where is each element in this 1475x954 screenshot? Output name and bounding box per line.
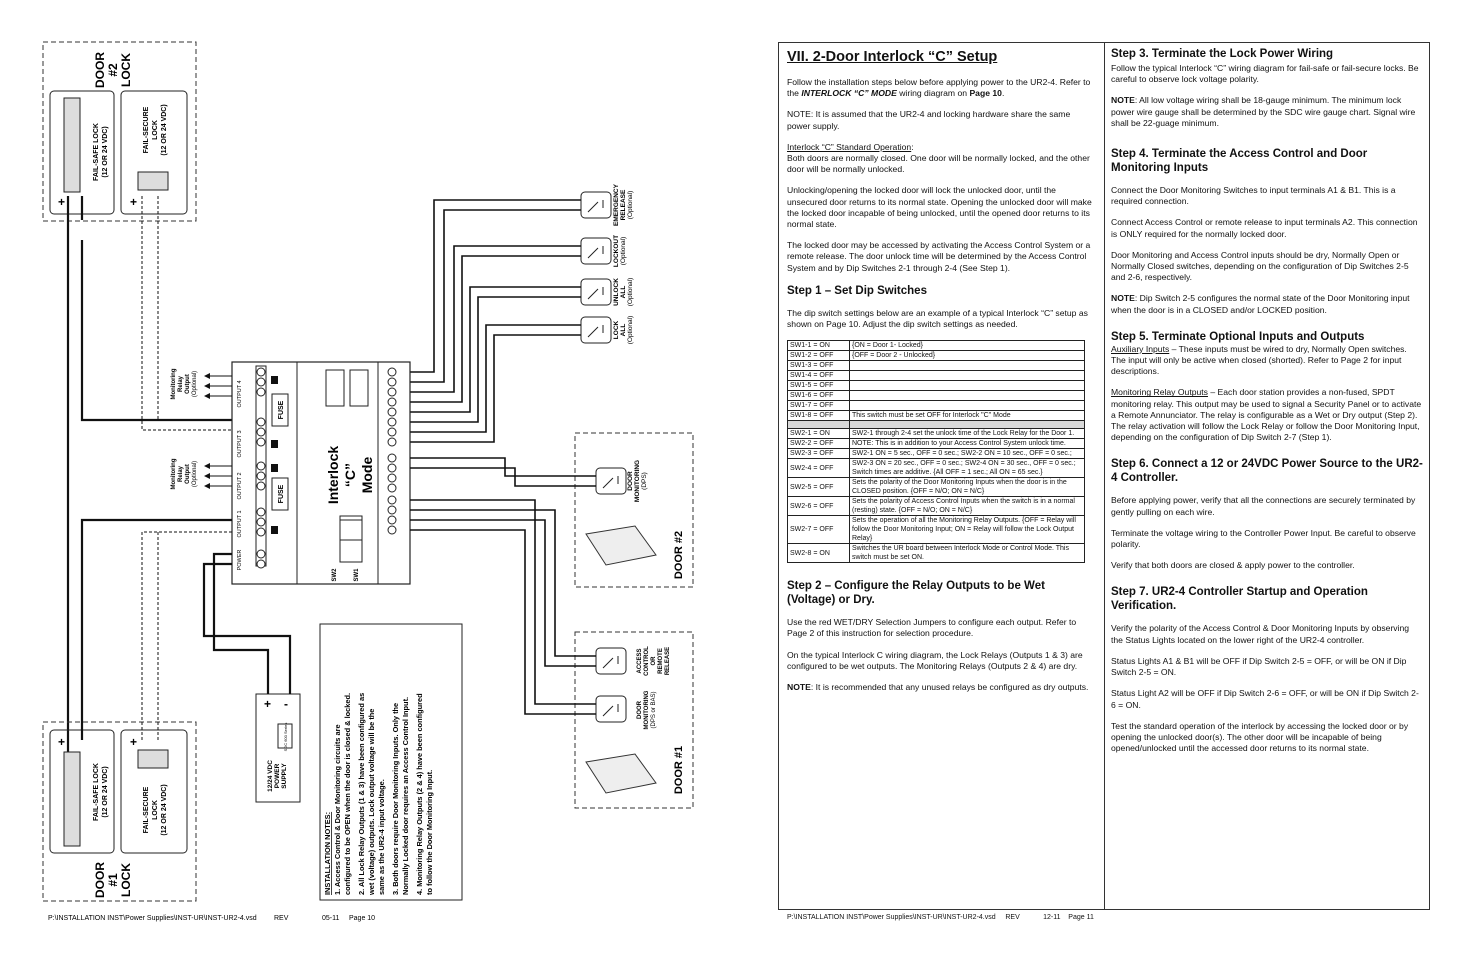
instructions-left-column	[778, 42, 1105, 910]
door2-title-3: LOCK	[119, 53, 133, 87]
dip-row-sw2-2	[788, 439, 1085, 449]
door2-fsec-label1: FAIL-SECURE	[143, 106, 150, 154]
left-footer-rev: REV	[274, 915, 289, 922]
dip-switch-id: SW2-3 = OFF	[788, 449, 850, 459]
door1-fsec-plus: +	[130, 735, 138, 749]
fuse-label-1: FUSE	[278, 400, 285, 420]
output4-label: OUTPUT 4	[237, 380, 243, 408]
svg-text:configured to be OPEN when the: configured to be OPEN when the door is closed & locked.	[343, 692, 352, 895]
svg-text:SUPPLY: SUPPLY	[281, 763, 288, 789]
mode-title	[325, 446, 375, 505]
step2-p1: Use the red WET/DRY Selection Jumpers to configure each output. Refer to Page 2 of this instruction for selection procedure.	[787, 617, 1077, 639]
dip-switch-id: SW1-6 = OFF	[788, 391, 850, 401]
power-label: POWER	[237, 549, 243, 571]
door1-title-2: #1	[106, 873, 120, 887]
dip-switch-desc: Switches the UR board between Interlock Mode or Control Mode. This switch must be set ON.	[850, 544, 1085, 563]
svg-text:OR: OR	[651, 656, 657, 666]
svg-text:(DPS): (DPS)	[641, 472, 648, 490]
output-terminal-circles	[257, 368, 265, 568]
dip-switch-id: SW1-2 = OFF	[788, 351, 850, 361]
door1-dps-switch	[596, 696, 626, 722]
door2-wires	[68, 196, 232, 812]
dip-switch-id: SW2-1 = ON	[788, 429, 850, 439]
ps-label	[267, 760, 288, 792]
step2-p2: On the typical Interlock C wiring diagram, the Lock Relays (Outputs 1 & 3) are configured to be wet outputs. The Monitoring Relays (Outputs 2 & 4) are dry.	[787, 649, 1083, 671]
unlock-all-label	[613, 278, 634, 307]
dip-switch-desc: SW2-1 ON = 5 sec., OFF = 0 sec.; SW2-2 ON = 10 sec., OFF = 0 sec.;	[850, 449, 1085, 459]
door2-dps-wires	[410, 458, 596, 486]
dip-row-sw1-6	[788, 391, 1085, 401]
svg-text:RELEASE: RELEASE	[665, 646, 671, 676]
svg-text:(Optional): (Optional)	[627, 277, 634, 307]
instructions-right-column	[1105, 42, 1430, 910]
access-control-label	[637, 646, 671, 676]
step7-p3: Status Light A2 will be OFF if Dip Switch 2-6 = OFF, or will be ON if Dip Switch 2-6 = ON.	[1111, 688, 1419, 710]
door1-fsec-label2: LOCK	[152, 800, 159, 820]
step7-p1: Verify the polarity of the Access Control & Door Monitoring Inputs by observing the Status Lights located on the lower right of the UR2-4 controller.	[1111, 623, 1410, 645]
right-footer-path: P:\INSTALLATION INST\Power Supplies\INST-UR\INST-UR2-4.vsd	[787, 914, 996, 921]
door2-title	[93, 52, 107, 88]
dip-switch-desc	[850, 361, 1085, 371]
svg-text:Monitoring: Monitoring	[171, 458, 177, 490]
svg-text:ALL: ALL	[620, 323, 627, 337]
step7-p2: Status Lights A1 & B1 will be OFF if Dip Switch 2-5 = OFF, or will be ON if Dip Switch 2-5 = ON.	[1111, 655, 1407, 678]
svg-text:4. Monitoring Relay Outputs (2: 4. Monitoring Relay Outputs (2 & 4) have been configured	[415, 693, 424, 895]
dip-row-sw2-6	[788, 497, 1085, 516]
door1-input-wires	[410, 500, 596, 714]
step2-heading: Step 2 – Configure the Relay Outputs to be Wet (Voltage) or Dry.	[787, 580, 1045, 607]
svg-text:Relay: Relay	[178, 375, 184, 393]
door2-failsafe-label: FAIL-SAFE LOCK	[93, 123, 100, 181]
svg-text:3. Both doors require Door Mon: 3. Both doors require Door Monitoring Inputs. Only the	[391, 702, 400, 895]
svg-text:DOOR: DOOR	[93, 52, 107, 88]
intro-paragraph: Follow the installation steps below before applying power to the UR2-4. Refer to the INTERLOCK “C” MODE wiring diagram on Page 10.	[787, 77, 1091, 99]
dip-switch-id: SW1-3 = OFF	[788, 361, 850, 371]
step4-p3: Door Monitoring and Access Control inputs should be dry, Normally Open or Normally Closed switches, depending on the configuration of Dip Switches 2-5 and 2-6, respectively.	[1111, 249, 1409, 283]
access-paragraph: The locked door may be accessed by activating the Access Control System or a remote release. The door unlock time will be determined by the Access Control System and by Dip Switches 2-1 through 2-4 (See Step 1).	[787, 240, 1091, 273]
svg-text:wet (voltage) outputs. Lock ou: wet (voltage) outputs. Lock output voltage will be the	[367, 708, 376, 895]
dip-row-sw2-4	[788, 459, 1085, 478]
step1-heading: Step 1 – Set Dip Switches	[787, 284, 927, 297]
dip-table-separator	[788, 421, 1085, 429]
step6-p1: Before applying power, verify that all the connections are securely terminated by gently pulling on each wire.	[1111, 495, 1416, 517]
dip-switch-desc: Sets the operation of all the Monitoring Relay Outputs. {OFF = Relay will follow the Door Monitoring Input; ON = Relay will follow the Lock Output Relay}	[850, 516, 1085, 544]
door2-fs-plus: +	[58, 195, 66, 209]
door2-fsec-plus: +	[130, 195, 138, 209]
emergency-label	[613, 183, 634, 226]
svg-text:REMOTE: REMOTE	[658, 648, 664, 674]
installation-notes	[323, 693, 434, 896]
door1-strike-icon	[138, 750, 168, 768]
step5-aux: Auxiliary Inputs – These inputs must be wired to dry, Normally Open switches. The input will only be active when closed (shorted). Refer to Page 2 for input descriptions.	[1111, 343, 1407, 377]
dip-row-sw2-7	[788, 516, 1085, 544]
door2-title-2: #2	[106, 63, 120, 77]
svg-text:Mode: Mode	[359, 456, 375, 494]
power-wires	[204, 554, 290, 694]
door1-area-label: DOOR #1	[673, 745, 685, 795]
dip-switch-id: SW1-4 = OFF	[788, 371, 850, 381]
left-footer-date: 05-11	[322, 915, 340, 922]
access-control-switch	[596, 648, 626, 674]
standard-operation: Interlock “C” Standard Operation: Both doors are normally closed. One door will be normally locked, and the other door will be normally unlocked.	[787, 141, 1090, 175]
dip-switch-id: SW1-1 = ON	[788, 341, 850, 351]
step4-heading: Step 4. Terminate the Access Control and Door Monitoring Inputs	[1111, 148, 1368, 175]
door2-dashed-wires	[142, 196, 232, 430]
output1-label: OUTPUT 1	[237, 510, 243, 538]
monitoring-relay-label-2	[171, 458, 198, 489]
step6-p3: Verify that both doors are closed & apply power to the controller.	[1111, 560, 1355, 571]
door1-title-3: LOCK	[119, 863, 133, 897]
dip-switch-table	[787, 340, 1085, 563]
dip-switch-desc: Sets the polarity of the Door Monitoring Inputs when the door is in the CLOSED position. {OFF = N/O; ON = N/C}	[850, 478, 1085, 497]
svg-text:UNLOCK: UNLOCK	[613, 278, 620, 306]
svg-text:Output: Output	[185, 464, 191, 484]
section-title: VII. 2-Door Interlock “C” Setup	[787, 49, 998, 65]
dip-switch-id: SW1-5 = OFF	[788, 381, 850, 391]
step3-p1: Follow the typical Interlock “C” wiring diagram for fail-safe or fail-secure locks. Be careful to observe lock voltage polarity.	[1111, 63, 1419, 85]
step2-note: NOTE: It is recommended that any unused relays be configured as dry outputs.	[787, 682, 1089, 693]
door1-wires	[82, 520, 232, 740]
dip-switch-desc: Sets the polarity of Access Control Inputs when the switch is in a normal (resting) state. {OFF = N/O; ON = N/C}	[850, 497, 1085, 516]
dip-row-sw2-8	[788, 544, 1085, 563]
dip-row-sw2-1	[788, 429, 1085, 439]
svg-text:Relay: Relay	[178, 465, 184, 483]
step6-heading: Step 6. Connect a 12 or 24VDC Power Source to the UR2-4 Controller.	[1111, 458, 1423, 485]
door2-maglock-icon	[64, 98, 80, 192]
svg-text:same as the UR2-4 input voltag: same as the UR2-4 input voltage.	[377, 779, 386, 895]
dip-switch-id: SW2-7 = OFF	[788, 516, 850, 544]
step1-text: The dip switch settings below are an example of a typical Interlock “C” setup as shown on Page 10. Adjust the dip switch settings as needed.	[787, 307, 1088, 330]
lockout-label	[613, 235, 627, 267]
dip-switch-desc: SW2-3 ON = 20 sec., OFF = 0 sec.; SW2-4 ON = 30 sec., OFF = 0 sec.; Switch times are additive. {All OFF = 1 sec.; All ON = 65 sec.}	[850, 459, 1085, 478]
step5-heading: Step 5. Terminate Optional Inputs and Outputs	[1111, 330, 1365, 343]
wiring-diagram	[0, 0, 737, 954]
svg-text:to follow the Door Monitoring: to follow the Door Monitoring Input.	[425, 769, 434, 895]
input-terminal-circles	[388, 368, 396, 534]
left-footer-page: Page 10	[349, 915, 376, 922]
door1-keypad-icon	[586, 754, 656, 793]
step4-p2: Connect Access Control or remote release to input terminals A2. This connection is ONLY required for the normally locked door.	[1111, 217, 1418, 239]
dip-row-sw1-2	[788, 351, 1085, 361]
aux-input-wires	[410, 200, 581, 442]
note-shared-supply: NOTE: It is assumed that the UR2-4 and locking hardware share the same power supply.	[787, 109, 1071, 131]
svg-text:DOOR: DOOR	[627, 471, 634, 491]
svg-text:2. All Lock Relay Outputs (1 &: 2. All Lock Relay Outputs (1 & 3) have been configured as	[357, 692, 366, 895]
svg-text:POWER: POWER	[274, 763, 281, 789]
door2-dps-switch	[596, 468, 626, 494]
right-footer-page: Page 11	[1068, 914, 1094, 921]
svg-text:RELEASE: RELEASE	[620, 189, 627, 221]
door2-failsafe-volt: (12 OR 24 VDC)	[102, 126, 109, 178]
left-footer-path: P:\INSTALLATION INST\Power Supplies\INST-UR\INST-UR2-4.vsd	[48, 915, 257, 922]
lock-all-label	[613, 316, 634, 345]
dip-row-sw1-4	[788, 371, 1085, 381]
svg-text:1. Access Control & Door Monit: 1. Access Control & Door Monitoring circuits are	[333, 724, 342, 895]
svg-text:(Optional): (Optional)	[627, 315, 634, 345]
dip-switch-desc: This switch must be set OFF for Interlock "C" Mode	[850, 411, 1085, 421]
step3-note: NOTE: All low voltage wiring shall be 18-gauge minimum. The minimum lock power wire gauge shall be determined by the SDC wire gauge chart. Signal wire shall be 22-guage minimum.	[1111, 95, 1416, 128]
door1-fs-plus: +	[58, 735, 66, 749]
svg-text:(Optional): (Optional)	[192, 370, 198, 398]
svg-text:Output: Output	[185, 374, 191, 394]
door2-keypad-icon	[586, 526, 656, 565]
ps-minus: -	[284, 697, 288, 711]
right-footer-rev: REV	[1005, 914, 1020, 921]
output2-label: OUTPUT 2	[237, 472, 243, 500]
svg-text:DOOR: DOOR	[637, 701, 643, 719]
door1-fsec-label3: (12 OR 24 VDC)	[161, 784, 168, 836]
dip-row-sw1-1	[788, 341, 1085, 351]
step5-monitoring: Monitoring Relay Outputs – Each door station provides a non-fused, SPDT monitoring relay. This output may be used to signal a Security Panel or to activate a Remote Annunciator. The relay is configurable as a Wet or Dry output (Step 2). The relay activation will follow the Lock Relay or follow the Door Monitoring Input, depending on the configuration of Dip Switch 2-7 (Step 1).	[1111, 387, 1422, 443]
svg-text:Interlock: Interlock	[325, 445, 341, 505]
svg-text:Normally Locked door requires: Normally Locked door requires an Access Control Input.	[401, 696, 410, 895]
svg-text:ACCESS: ACCESS	[637, 648, 643, 674]
wiring-diagram-page	[0, 0, 737, 954]
dip-switch-desc	[850, 391, 1085, 401]
fuse-label-2: FUSE	[278, 484, 285, 504]
svg-text:EMERGENCY: EMERGENCY	[613, 184, 620, 226]
step7-p4: Test the standard operation of the interlock by accessing the locked door or by opening the unlocked door(s). The other door will be incapable of being opened/unlocked until the accessed door returns to its normal state.	[1111, 720, 1409, 754]
step4-note: NOTE: Dip Switch 2-5 configures the normal state of the Door Monitoring input when the door is in a CLOSED and/or LOCKED position.	[1111, 293, 1410, 315]
door1-dps-label	[637, 690, 657, 729]
dip-row-sw2-3	[788, 449, 1085, 459]
input-switches	[581, 192, 611, 343]
right-footer-date: 12-11	[1043, 914, 1061, 921]
dip-switch-desc	[850, 371, 1085, 381]
door1-fsec-label1: FAIL-SECURE	[143, 786, 150, 834]
dip-row-sw2-5	[788, 478, 1085, 497]
svg-text:INSTALLATION NOTES:: INSTALLATION NOTES:	[323, 811, 332, 895]
ps-plus: +	[264, 697, 272, 711]
dip-row-sw1-5	[788, 381, 1085, 391]
monitoring-relay-wires	[208, 376, 232, 486]
svg-text:(Optional): (Optional)	[620, 236, 627, 266]
dip-row-sw1-7	[788, 401, 1085, 411]
door1-failsafe-label: FAIL-SAFE LOCK	[93, 763, 100, 821]
svg-text:(Optional): (Optional)	[192, 460, 198, 488]
step4-p1: Connect the Door Monitoring Switches to input terminals A1 & B1. This is a required connection.	[1111, 185, 1396, 207]
svg-text:12/24 VDC: 12/24 VDC	[267, 760, 274, 792]
sw1-label: SW1	[354, 568, 360, 582]
ps-model: SDC 600 Series	[283, 722, 288, 752]
door1-maglock-icon	[64, 752, 80, 846]
dip-switch-id: SW2-5 = OFF	[788, 478, 850, 497]
svg-text:MONITORING: MONITORING	[644, 690, 650, 730]
svg-text:MONITORING: MONITORING	[634, 459, 641, 503]
dip-switch-desc	[850, 401, 1085, 411]
door2-dps-label	[627, 460, 648, 502]
dip-switch-id: SW2-6 = OFF	[788, 497, 850, 516]
dip-switch-desc: SW2-1 through 2-4 set the unlock time of the Lock Relay for the Door 1.	[850, 429, 1085, 439]
svg-text:ALL: ALL	[620, 285, 627, 299]
step3-heading: Step 3. Terminate the Lock Power Wiring	[1111, 48, 1334, 60]
door2-area-label: DOOR #2	[673, 530, 685, 580]
svg-text:“C”: “C”	[342, 462, 358, 488]
svg-text:LOCKOUT: LOCKOUT	[613, 234, 620, 268]
svg-text:(Optional): (Optional)	[627, 190, 634, 220]
dip-row-sw1-8	[788, 411, 1085, 421]
dip-switch-id: SW2-4 = OFF	[788, 459, 850, 478]
dip-switch-id: SW1-8 = OFF	[788, 411, 850, 421]
door1-title-1: DOOR	[93, 862, 107, 898]
dip-switch-id: SW2-2 = OFF	[788, 439, 850, 449]
monitoring-relay-label-1	[171, 368, 198, 399]
svg-text:CONTROL: CONTROL	[644, 646, 650, 676]
right-footer	[787, 914, 1094, 921]
svg-text:(DPS or BAS): (DPS or BAS)	[651, 691, 657, 729]
dip-switch-id: SW1-7 = OFF	[788, 401, 850, 411]
door2-fsec-label3: (12 OR 24 VDC)	[161, 104, 168, 156]
door2-fsec-label2: LOCK	[152, 120, 159, 140]
dip-switch-desc: {ON = Door 1- Locked}	[850, 341, 1085, 351]
unlocking-paragraph: Unlocking/opening the locked door will lock the unlocked door, until the unsecured door returns to its normal state. Opening the unlocked door will make the locked door incapable of being unlocked, until the opened door returns to its normal state.	[787, 185, 1092, 230]
output3-label: OUTPUT 3	[237, 430, 243, 458]
svg-text:LOCK: LOCK	[613, 320, 620, 340]
dip-switch-desc: NOTE: This is in addition to your Access Control System unlock time.	[850, 439, 1085, 449]
sw2-label: SW2	[332, 568, 338, 582]
door1-failsafe-volt: (12 OR 24 VDC)	[102, 766, 109, 818]
dip-row-sw1-3	[788, 361, 1085, 371]
dip-switch-desc	[850, 381, 1085, 391]
svg-text:Monitoring: Monitoring	[171, 368, 177, 400]
door2-strike-icon	[138, 172, 168, 190]
dip-switch-desc: {OFF = Door 2 - Unlocked}	[850, 351, 1085, 361]
step7-heading: Step 7. UR2-4 Controller Startup and Operation Verification.	[1111, 586, 1368, 613]
dip-switch-id: SW2-8 = ON	[788, 544, 850, 563]
monitoring-arrows	[204, 373, 210, 489]
step6-p2: Terminate the voltage wiring to the Controller Power Input. Be careful to observe polarity.	[1111, 527, 1416, 550]
